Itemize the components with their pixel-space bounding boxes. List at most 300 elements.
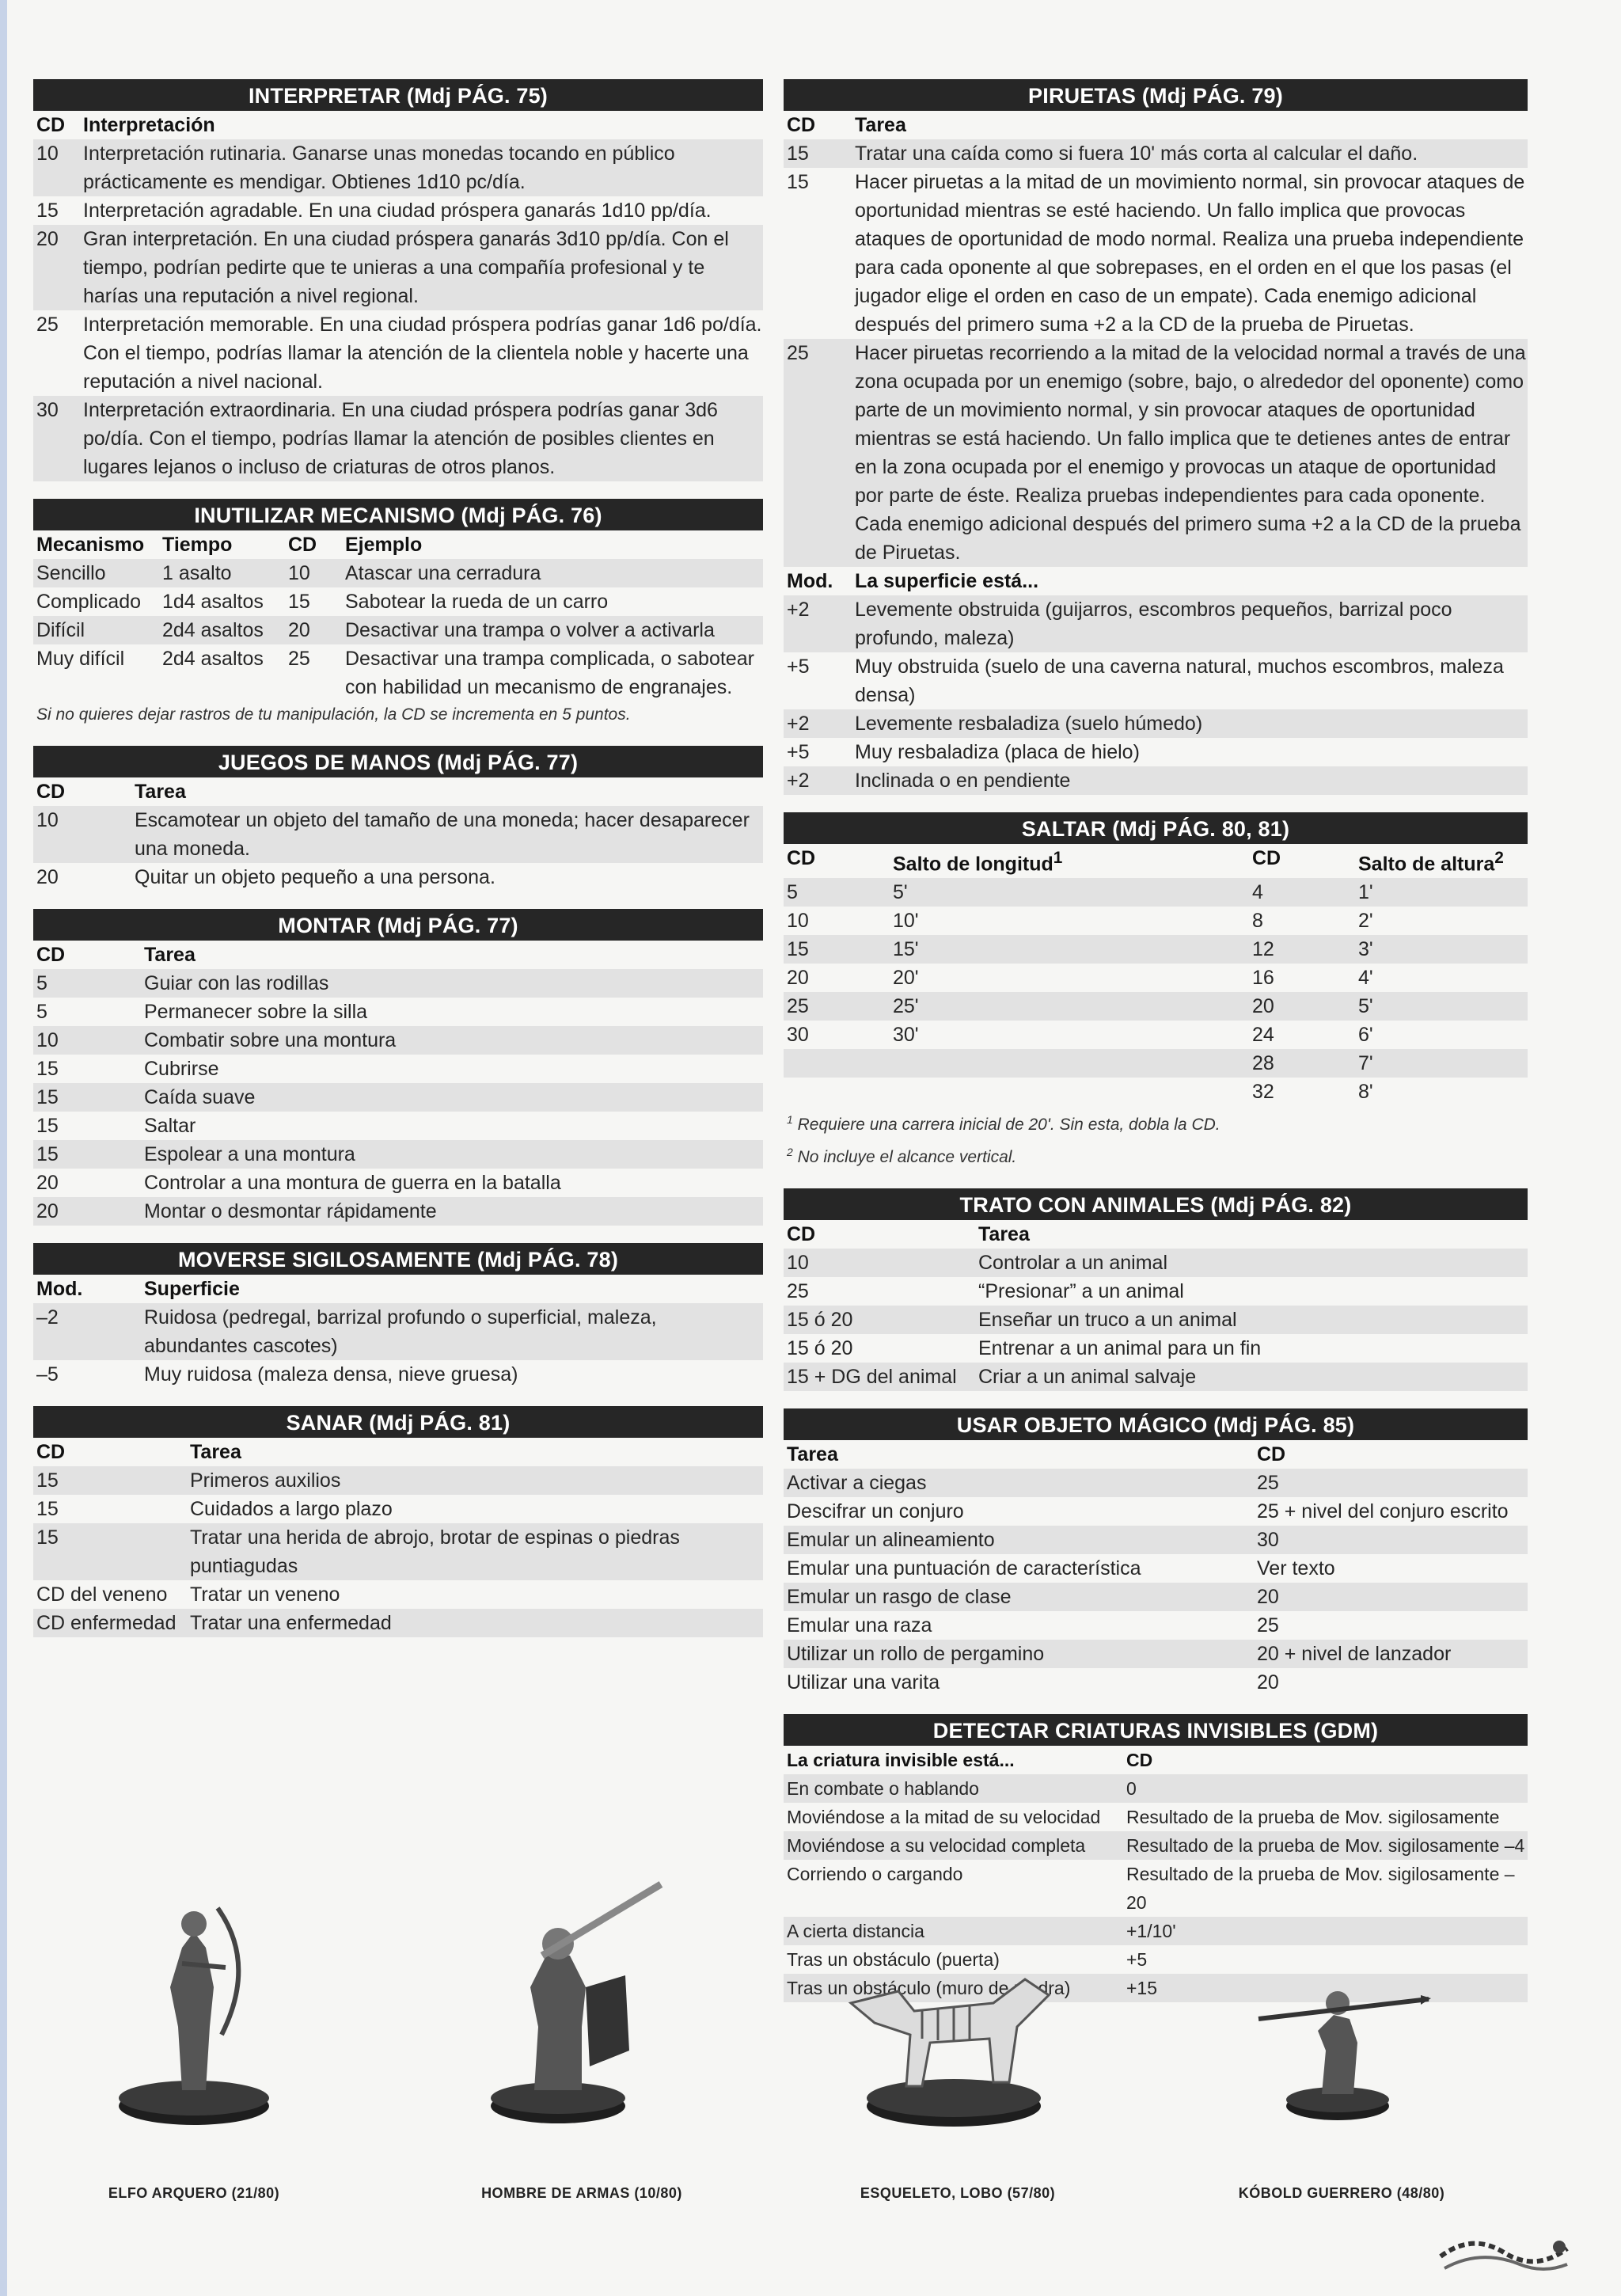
- detectar-title: DETECTAR CRIATURAS INVISIBLES (GDM): [784, 1714, 1528, 1746]
- table-row: [784, 1497, 1528, 1526]
- cell-cd: CD enfermedad: [33, 1609, 187, 1637]
- cell-text: Muy ruidosa (maleza densa, nieve gruesa): [144, 1363, 518, 1386]
- header-superficie: Superficie: [144, 1278, 240, 1300]
- table-row: [33, 863, 763, 891]
- cell: 1d4 asaltos: [162, 591, 264, 613]
- table-row: [784, 709, 1528, 738]
- table-row: [784, 1611, 1528, 1640]
- cell: Complicado: [36, 591, 142, 613]
- table-header: [33, 777, 763, 806]
- header-tarea: Tarea: [787, 1443, 838, 1466]
- saltar-note-2-text: No incluye el alcance vertical.: [797, 1148, 1017, 1167]
- inutilizar-title: INUTILIZAR MECANISMO (Mdj PÁG. 76): [33, 499, 763, 530]
- table-row: [33, 1055, 763, 1083]
- footnote-mark: 1: [787, 1113, 793, 1127]
- cell: 16: [1252, 967, 1274, 990]
- cell: 7': [1355, 1049, 1528, 1078]
- header-cd: CD: [787, 1223, 816, 1246]
- caption-man-at-arms: HOMBRE DE ARMAS (10/80): [481, 2185, 682, 2201]
- table-row: [33, 1495, 763, 1523]
- piruetas-title: PIRUETAS (Mdj PÁG. 79): [784, 79, 1528, 111]
- cell-text: Tratar una herida de abrojo, brotar de espinas o piedras puntiagudas: [187, 1523, 763, 1580]
- interpretar-section: [33, 79, 763, 481]
- cell-mod: –2: [33, 1303, 141, 1360]
- cell-cd: 15: [33, 1140, 141, 1169]
- cell: 25: [784, 992, 890, 1021]
- cell: 15': [890, 935, 1249, 964]
- cell: 20': [893, 967, 919, 990]
- inutilizar-table: [33, 530, 763, 701]
- table-row: [33, 225, 763, 310]
- usar-section: [784, 1408, 1528, 1697]
- cell-cd: Resultado de la prueba de Mov. sigilosamente –20: [1126, 1864, 1515, 1914]
- table-header: [784, 1220, 1528, 1249]
- cell-text: Interpretación memorable. En una ciudad próspera podrías ganar 1d6 po/día. Con el tiempo, podrías llamar la atención de la clientela noble y hacerte una reputación a nivel nacional.: [83, 314, 762, 393]
- header-tarea: Tarea: [135, 781, 186, 803]
- skeleton-wolf-figure-icon: [835, 1948, 1065, 2130]
- header-tarea: Tarea: [144, 944, 196, 966]
- sanar-title: SANAR (Mdj PÁG. 81): [33, 1406, 763, 1438]
- cell: 30: [787, 1024, 809, 1047]
- cell-cd: 15: [36, 1498, 59, 1520]
- elf-archer-figure-icon: [107, 1876, 281, 2130]
- header-cd: CD: [36, 1441, 66, 1463]
- table-row: [784, 907, 1528, 935]
- table-row: [33, 644, 763, 701]
- cell: 12: [1249, 935, 1355, 964]
- cell-cd: 10: [33, 806, 131, 863]
- cell-text: “Presionar” a un animal: [978, 1280, 1184, 1303]
- cell: Difícil: [33, 616, 159, 644]
- cell: Desactivar una trampa complicada, o sabotear con habilidad un mecanismo de engranajes.: [345, 648, 754, 698]
- cell-text: Cuidados a largo plazo: [190, 1498, 393, 1520]
- sanar-table: [33, 1438, 763, 1637]
- cell: 32: [1252, 1081, 1274, 1104]
- table-row: [33, 1580, 763, 1609]
- cell-text: Controlar a un animal: [975, 1249, 1528, 1277]
- cell-text: Interpretación extraordinaria. En una ciudad próspera podrías ganar 3d6 po/día. Con el tiempo, podrías llamar la atención de posibles clientes en lugares lejanos o incluso de criaturas de otros planos.: [80, 396, 763, 481]
- cell-text: Activar a ciegas: [784, 1469, 1254, 1497]
- header-mod: Mod.: [787, 570, 833, 592]
- footnote-mark: 2: [1494, 849, 1504, 867]
- cell-cd: 20 + nivel de lanzador: [1254, 1640, 1528, 1668]
- table-row: [784, 1249, 1528, 1277]
- table-header: [784, 1746, 1528, 1774]
- cell-cd: +15: [1123, 1974, 1528, 2002]
- cell-text: En combate o hablando: [784, 1774, 1123, 1803]
- header-ejemplo: Ejemplo: [345, 534, 423, 556]
- table-row: [784, 1583, 1528, 1611]
- moverse-title: MOVERSE SIGILOSAMENTE (Mdj PÁG. 78): [33, 1243, 763, 1275]
- table-row: [784, 1554, 1528, 1583]
- cell-cd: 30: [1254, 1526, 1528, 1554]
- table-row: [784, 1277, 1528, 1306]
- cell: 5': [1355, 992, 1528, 1021]
- cell-text: Moviéndose a la mitad de su velocidad: [787, 1807, 1101, 1828]
- header-cd: CD: [288, 534, 317, 556]
- table-row: [784, 1049, 1528, 1078]
- table-row: [33, 1303, 763, 1360]
- header-tarea: Tarea: [978, 1223, 1030, 1246]
- caption-skeleton-wolf: ESQUELETO, LOBO (57/80): [860, 2185, 1056, 2201]
- table-row: [33, 559, 763, 587]
- cell-text: Hacer piruetas a la mitad de un movimiento normal, sin provocar ataques de oportunidad mientras se esté haciendo. Un fallo implica que provocas ataques de oportunidad de modo normal. Realiza una prueba independiente para cada oponente al que sobrepases, en el orden en el que los pasas (el jugador elige el orden en caso de un empate). Cada enemigo adicional después del primero suma +2 a la CD de la prueba de Piruetas.: [855, 171, 1525, 336]
- cell-cd: +1/10': [1123, 1917, 1528, 1945]
- table-row: [33, 1523, 763, 1580]
- right-column: [784, 79, 1528, 2020]
- cell-cd: 15 ó 20: [787, 1337, 853, 1360]
- cell: 8: [1252, 910, 1263, 933]
- cell: 15: [784, 935, 890, 964]
- table-row: [784, 652, 1528, 709]
- table-header: [33, 1275, 763, 1303]
- table-header: [784, 111, 1528, 139]
- cell-cd: 25 + nivel del conjuro escrito: [1257, 1500, 1509, 1523]
- cell-mod: +2: [784, 766, 852, 795]
- table-header: [784, 567, 1528, 595]
- cell-text: Emular una raza: [787, 1614, 932, 1637]
- cell-cd: 15: [36, 1058, 59, 1080]
- table-row: [784, 1334, 1528, 1363]
- header-tarea: Tarea: [855, 114, 906, 136]
- cell: 20: [787, 967, 809, 990]
- cell-cd: 15: [36, 1115, 59, 1137]
- header-salto-longitud: [890, 844, 1249, 878]
- cell-text: Interpretación rutinaria. Ganarse unas monedas tocando en público prácticamente es mendigar. Obtienes 1d10 pc/día.: [80, 139, 763, 196]
- saltar-title: SALTAR (Mdj PÁG. 80, 81): [784, 812, 1528, 844]
- cell: 20: [1249, 992, 1355, 1021]
- header-salto-longitud-label: Salto de longitud: [893, 853, 1053, 876]
- piruetas-section: [784, 79, 1528, 795]
- cell-text: Interpretación agradable. En una ciudad próspera ganarás 1d10 pp/día.: [83, 200, 712, 222]
- cell-cd: +5: [1126, 1949, 1148, 1971]
- caption-kobold: KÓBOLD GUERRERO (48/80): [1238, 2185, 1445, 2201]
- piruetas-table: [784, 111, 1528, 795]
- cell: Sencillo: [33, 559, 159, 587]
- cell: [890, 1049, 1249, 1078]
- cell-cd: 25: [1254, 1469, 1528, 1497]
- cell-text: Emular un rasgo de clase: [784, 1583, 1254, 1611]
- header-cd-altura: CD: [1252, 847, 1281, 869]
- cell: 25': [890, 992, 1249, 1021]
- cell-text: Montar o desmontar rápidamente: [141, 1197, 763, 1226]
- table-row: [784, 738, 1528, 766]
- montar-section: [33, 909, 763, 1226]
- cell-text: Escamotear un objeto del tamaño de una moneda; hacer desaparecer una moneda.: [131, 806, 763, 863]
- cell-cd: Ver texto: [1257, 1557, 1335, 1580]
- header-tarea: Tarea: [190, 1441, 241, 1463]
- table-row: [33, 1360, 763, 1389]
- table-row: [33, 196, 763, 225]
- cell-cd: 20: [36, 866, 59, 888]
- cell: Desactivar una trampa o volver a activarla: [342, 616, 763, 644]
- cell: 15: [288, 591, 310, 613]
- table-row: [784, 964, 1528, 992]
- usar-title: USAR OBJETO MÁGICO (Mdj PÁG. 85): [784, 1408, 1528, 1440]
- cell-cd: 15 ó 20: [784, 1306, 975, 1334]
- cell: 1 asalto: [159, 559, 285, 587]
- header-mecanismo: Mecanismo: [36, 534, 145, 556]
- cell-cd: 25: [784, 339, 852, 567]
- table-row: [33, 1197, 763, 1226]
- cell-text: Tras un obstáculo (puerta): [787, 1949, 1000, 1971]
- usar-table: [784, 1440, 1528, 1697]
- table-row: [784, 1306, 1528, 1334]
- header-superficie: La superficie está...: [855, 570, 1039, 592]
- table-row: [784, 992, 1528, 1021]
- saltar-note-2: [784, 1138, 1528, 1171]
- header-salto-altura: [1355, 844, 1528, 878]
- cell: 10: [285, 559, 342, 587]
- sanar-section: [33, 1406, 763, 1637]
- table-row: [784, 1469, 1528, 1497]
- cell-cd: 15: [33, 1083, 141, 1112]
- table-row: [33, 616, 763, 644]
- cell-text: Ruidosa (pedregal, barrizal profundo o superficial, maleza, abundantes cascotes): [141, 1303, 763, 1360]
- header-cd: CD: [36, 781, 66, 803]
- cell: 10: [787, 910, 809, 933]
- header-tiempo: Tiempo: [162, 534, 233, 556]
- cell-text: Moviéndose a su velocidad completa: [784, 1831, 1123, 1860]
- cell: Atascar una cerradura: [342, 559, 763, 587]
- cell: [890, 1078, 1249, 1106]
- table-row: [33, 587, 763, 616]
- cell: 28: [1249, 1049, 1355, 1078]
- table-row: [33, 139, 763, 196]
- cell-cd: 20: [33, 1197, 141, 1226]
- cell: 4: [1249, 878, 1355, 907]
- saltar-section: [784, 812, 1528, 1171]
- cell: 10': [893, 910, 919, 933]
- cell-cd: 10: [33, 139, 80, 196]
- table-row: [33, 396, 763, 481]
- header-salto-altura-label: Salto de altura: [1358, 853, 1495, 876]
- inutilizar-section: [33, 499, 763, 728]
- cell-text: Corriendo o cargando: [787, 1864, 963, 1885]
- cell-cd: CD del veneno: [36, 1583, 168, 1606]
- cell-text: Entrenar a un animal para un fin: [978, 1337, 1262, 1360]
- cell-text: Saltar: [144, 1115, 196, 1137]
- cell: Muy difícil: [36, 648, 125, 670]
- header-mod: Mod.: [36, 1278, 83, 1300]
- cell-text: Combatir sobre una montura: [141, 1026, 763, 1055]
- table-row: [784, 878, 1528, 907]
- cell-cd: Resultado de la prueba de Mov. sigilosamente –4: [1123, 1831, 1528, 1860]
- cell-text: Tratar una caída como si fuera 10' más corta al calcular el daño.: [852, 139, 1528, 168]
- cell-text: Gran interpretación. En una ciudad próspera ganarás 3d10 pp/día. Con el tiempo, podrían pedirte que te unieras a una compañía profesional y te harías una reputación a nivel regional.: [80, 225, 763, 310]
- cell-text: Caída suave: [141, 1083, 763, 1112]
- saltar-table: [784, 844, 1528, 1106]
- cell-cd: 5: [36, 1001, 47, 1023]
- cell-cd: 20: [1257, 1671, 1279, 1694]
- cell-mod: +2: [784, 595, 852, 652]
- inutilizar-note: Si no quieres dejar rastros de tu manipulación, la CD se incrementa en 5 puntos.: [36, 705, 631, 724]
- cell: 2d4 asaltos: [159, 616, 285, 644]
- cell-cd: 10: [33, 1026, 141, 1055]
- table-row: [33, 969, 763, 998]
- cell-text: Primeros auxilios: [187, 1466, 763, 1495]
- header-criatura: La criatura invisible está...: [787, 1750, 1015, 1771]
- header-cd: CD: [36, 114, 66, 136]
- left-column: [33, 79, 763, 1655]
- table-row: [784, 935, 1528, 964]
- table-row: [784, 139, 1528, 168]
- cell-mod: +5: [787, 656, 810, 678]
- table-header: [784, 844, 1528, 878]
- cell-text: Enseñar un truco a un animal: [975, 1306, 1528, 1334]
- corner-ornament-icon: [1433, 2225, 1575, 2284]
- trato-table: [784, 1220, 1528, 1391]
- cell-mod: +5: [787, 741, 810, 763]
- cell-text: Utilizar un rollo de pergamino: [784, 1640, 1254, 1668]
- cell-cd: 25: [1257, 1614, 1279, 1637]
- moverse-section: [33, 1243, 763, 1389]
- table-header: [33, 1438, 763, 1466]
- table-row: [784, 1021, 1528, 1049]
- cell-cd: 0: [1123, 1774, 1528, 1803]
- cell-text: Muy resbaladiza (placa de hielo): [855, 741, 1140, 763]
- table-row: [784, 1668, 1528, 1697]
- table-row: [784, 1640, 1528, 1668]
- cell: 4': [1358, 967, 1373, 990]
- montar-title: MONTAR (Mdj PÁG. 77): [33, 909, 763, 941]
- saltar-note-1: [784, 1106, 1528, 1138]
- cell-text: A cierta distancia: [784, 1917, 1123, 1945]
- cell-text: Emular un alineamiento: [784, 1526, 1254, 1554]
- cell-text: Emular una puntuación de característica: [787, 1557, 1141, 1580]
- cell-text: Tras un obstáculo (muro de piedra): [784, 1974, 1123, 2002]
- table-row: [33, 1140, 763, 1169]
- cell: 5': [890, 878, 1249, 907]
- cell-cd: 25: [787, 1280, 809, 1303]
- cell-cd: 30: [33, 396, 80, 481]
- cell: 2': [1358, 910, 1373, 933]
- cell: 5: [784, 878, 890, 907]
- cell-text: Levemente obstruida (guijarros, escombros pequeños, barrizal poco profundo, maleza): [852, 595, 1528, 652]
- cell-cd: 20: [33, 225, 80, 310]
- cell-cd: 25: [36, 314, 59, 336]
- table-header: [33, 941, 763, 969]
- header-cd: CD: [1257, 1443, 1286, 1466]
- cell-text: Cubrirse: [144, 1058, 219, 1080]
- cell-text: Muy obstruida (suelo de una caverna natural, muchos escombros, maleza densa): [855, 656, 1504, 706]
- cell-cd: Resultado de la prueba de Mov. sigilosamente: [1126, 1807, 1500, 1828]
- cell-text: Inclinada o en pendiente: [852, 766, 1528, 795]
- cell-mod: +2: [784, 709, 852, 738]
- trato-section: [784, 1188, 1528, 1391]
- table-row: [784, 595, 1528, 652]
- kobold-warrior-figure-icon: [1251, 1956, 1433, 2130]
- miniatures-row: [0, 1853, 1621, 2225]
- table-row: [33, 806, 763, 863]
- cell-text: Tratar una enfermedad: [187, 1609, 763, 1637]
- cell: [784, 1078, 890, 1106]
- table-row: [33, 1466, 763, 1495]
- cell-cd: 15 + DG del animal: [784, 1363, 975, 1391]
- moverse-table: [33, 1275, 763, 1389]
- table-row: [784, 168, 1528, 339]
- cell-text: Tratar un veneno: [190, 1583, 340, 1606]
- cell-cd: 15: [33, 1523, 187, 1580]
- cell-text: Descifrar un conjuro: [787, 1500, 964, 1523]
- juegos-section: [33, 746, 763, 891]
- cell-cd: 15: [33, 1466, 187, 1495]
- cell-text: Utilizar una varita: [787, 1671, 940, 1694]
- header-cd: CD: [36, 944, 66, 966]
- cell-text: Levemente resbaladiza (suelo húmedo): [852, 709, 1528, 738]
- interpretar-title: INTERPRETAR (Mdj PÁG. 75): [33, 79, 763, 111]
- cell: Sabotear la rueda de un carro: [345, 591, 609, 613]
- table-row: [33, 998, 763, 1026]
- footnote-mark: 2: [787, 1146, 793, 1159]
- cell: 1': [1355, 878, 1528, 907]
- table-row: [784, 339, 1528, 567]
- cell-cd: 10: [784, 1249, 975, 1277]
- cell-text: Espolear a una montura: [141, 1140, 763, 1169]
- cell-cd: 5: [33, 969, 141, 998]
- table-row: [33, 310, 763, 396]
- cell: 24: [1252, 1024, 1274, 1047]
- cell-cd: 15: [36, 200, 59, 222]
- juegos-table: [33, 777, 763, 891]
- header-cd-longitud: CD: [787, 847, 816, 869]
- table-row: [784, 1078, 1528, 1106]
- table-row: [33, 1169, 763, 1197]
- cell-text: Controlar a una montura de guerra en la batalla: [144, 1172, 561, 1194]
- caption-elf-archer: ELFO ARQUERO (21/80): [108, 2185, 280, 2201]
- juegos-title: JUEGOS DE MANOS (Mdj PÁG. 77): [33, 746, 763, 777]
- table-row: [33, 1112, 763, 1140]
- table-row: [33, 1083, 763, 1112]
- cell-text: Criar a un animal salvaje: [975, 1363, 1528, 1391]
- table-row: [784, 1526, 1528, 1554]
- cell-cd: 20: [36, 1172, 59, 1194]
- table-row: [784, 1363, 1528, 1391]
- table-header: [33, 530, 763, 559]
- cell-cd: 15: [787, 171, 809, 193]
- interpretar-table: [33, 111, 763, 481]
- cell-text: Guiar con las rodillas: [141, 969, 763, 998]
- header-cd: CD: [787, 114, 816, 136]
- cell: 30': [893, 1024, 919, 1047]
- table-header: [33, 111, 763, 139]
- trato-title: TRATO CON ANIMALES (Mdj PÁG. 82): [784, 1188, 1528, 1220]
- cell: 2d4 asaltos: [162, 648, 264, 670]
- header-cd: CD: [1126, 1750, 1153, 1771]
- cell-text: Hacer piruetas recorriendo a la mitad de la velocidad normal a través de una zona ocupada por un enemigo (sobre, bajo, o alrededor del oponente) como parte de un movimiento normal, y sin provocar ataques de oportunidad mientras se está haciendo. Un fallo implica que te detienes antes de entrar en la zona ocupada por el enemigo y provocas un ataque de oportunidad por parte de éste. Realiza pruebas independientes para cada oponente. Cada enemigo adicional después del primero suma +2 a la CD de la prueba de Piruetas.: [852, 339, 1528, 567]
- man-at-arms-figure-icon: [455, 1868, 677, 2130]
- table-row: [784, 766, 1528, 795]
- saltar-note-1-text: Requiere una carrera inicial de 20'. Sin esta, dobla la CD.: [797, 1116, 1220, 1135]
- table-header: [784, 1440, 1528, 1469]
- table-row: [784, 1774, 1528, 1803]
- footnote-mark: 1: [1053, 849, 1063, 867]
- table-row: [33, 1609, 763, 1637]
- cell-cd: 20: [1254, 1583, 1528, 1611]
- table-row: [784, 1803, 1528, 1831]
- cell-text: Permanecer sobre la silla: [144, 1001, 368, 1023]
- cell-cd: 15: [784, 139, 852, 168]
- cell: [784, 1049, 890, 1078]
- cell: 25: [288, 648, 310, 670]
- cell: 20: [285, 616, 342, 644]
- cell: 6': [1358, 1024, 1373, 1047]
- cell: 8': [1358, 1081, 1373, 1104]
- cell-text: Quitar un objeto pequeño a una persona.: [135, 866, 495, 888]
- table-row: [33, 1026, 763, 1055]
- cell: 3': [1355, 935, 1528, 964]
- cell-mod: –5: [36, 1363, 59, 1386]
